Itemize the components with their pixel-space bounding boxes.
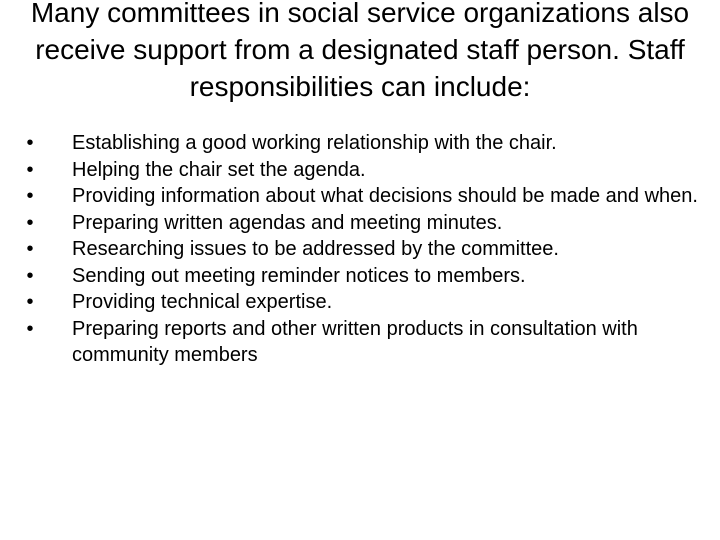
bullet-item <box>0 316 720 369</box>
bullet-item <box>0 210 720 237</box>
bullet-list <box>0 130 720 369</box>
bullet-dot-icon: • <box>26 291 34 313</box>
bullet-dot-icon: • <box>26 264 34 287</box>
bullet-item <box>0 157 720 184</box>
bullet-dot-icon: • <box>26 132 34 154</box>
bullet-item <box>0 289 720 316</box>
bullet-dot-icon: • <box>26 185 34 207</box>
bullet-text: Preparing written agendas and meeting minutes. <box>72 211 503 234</box>
bullet-text: Providing technical expertise. <box>72 291 333 313</box>
bullet-text: Sending out meeting reminder notices to members. <box>72 264 526 287</box>
bullet-item <box>0 183 720 210</box>
bullet-text: Researching issues to be addressed by the committee. <box>72 238 559 260</box>
bullet-dot-icon: • <box>26 158 34 181</box>
bullet-text: Preparing reports and other written products in consultation with community members <box>72 317 638 366</box>
bullet-item <box>0 236 720 263</box>
bullet-item <box>0 263 720 290</box>
bullet-dot-icon: • <box>26 238 34 260</box>
bullet-text: Helping the chair set the agenda. <box>72 158 366 181</box>
slide-title: Many committees in social service organizations also receive support from a designated staff person. Staff responsibilities can include: <box>30 0 690 102</box>
bullet-item <box>0 130 720 157</box>
bullet-dot-icon: • <box>26 317 34 340</box>
bullet-text: Establishing a good working relationship with the chair. <box>72 132 557 154</box>
bullet-text: Providing information about what decisions should be made and when. <box>72 185 698 207</box>
bullet-dot-icon: • <box>26 211 34 234</box>
